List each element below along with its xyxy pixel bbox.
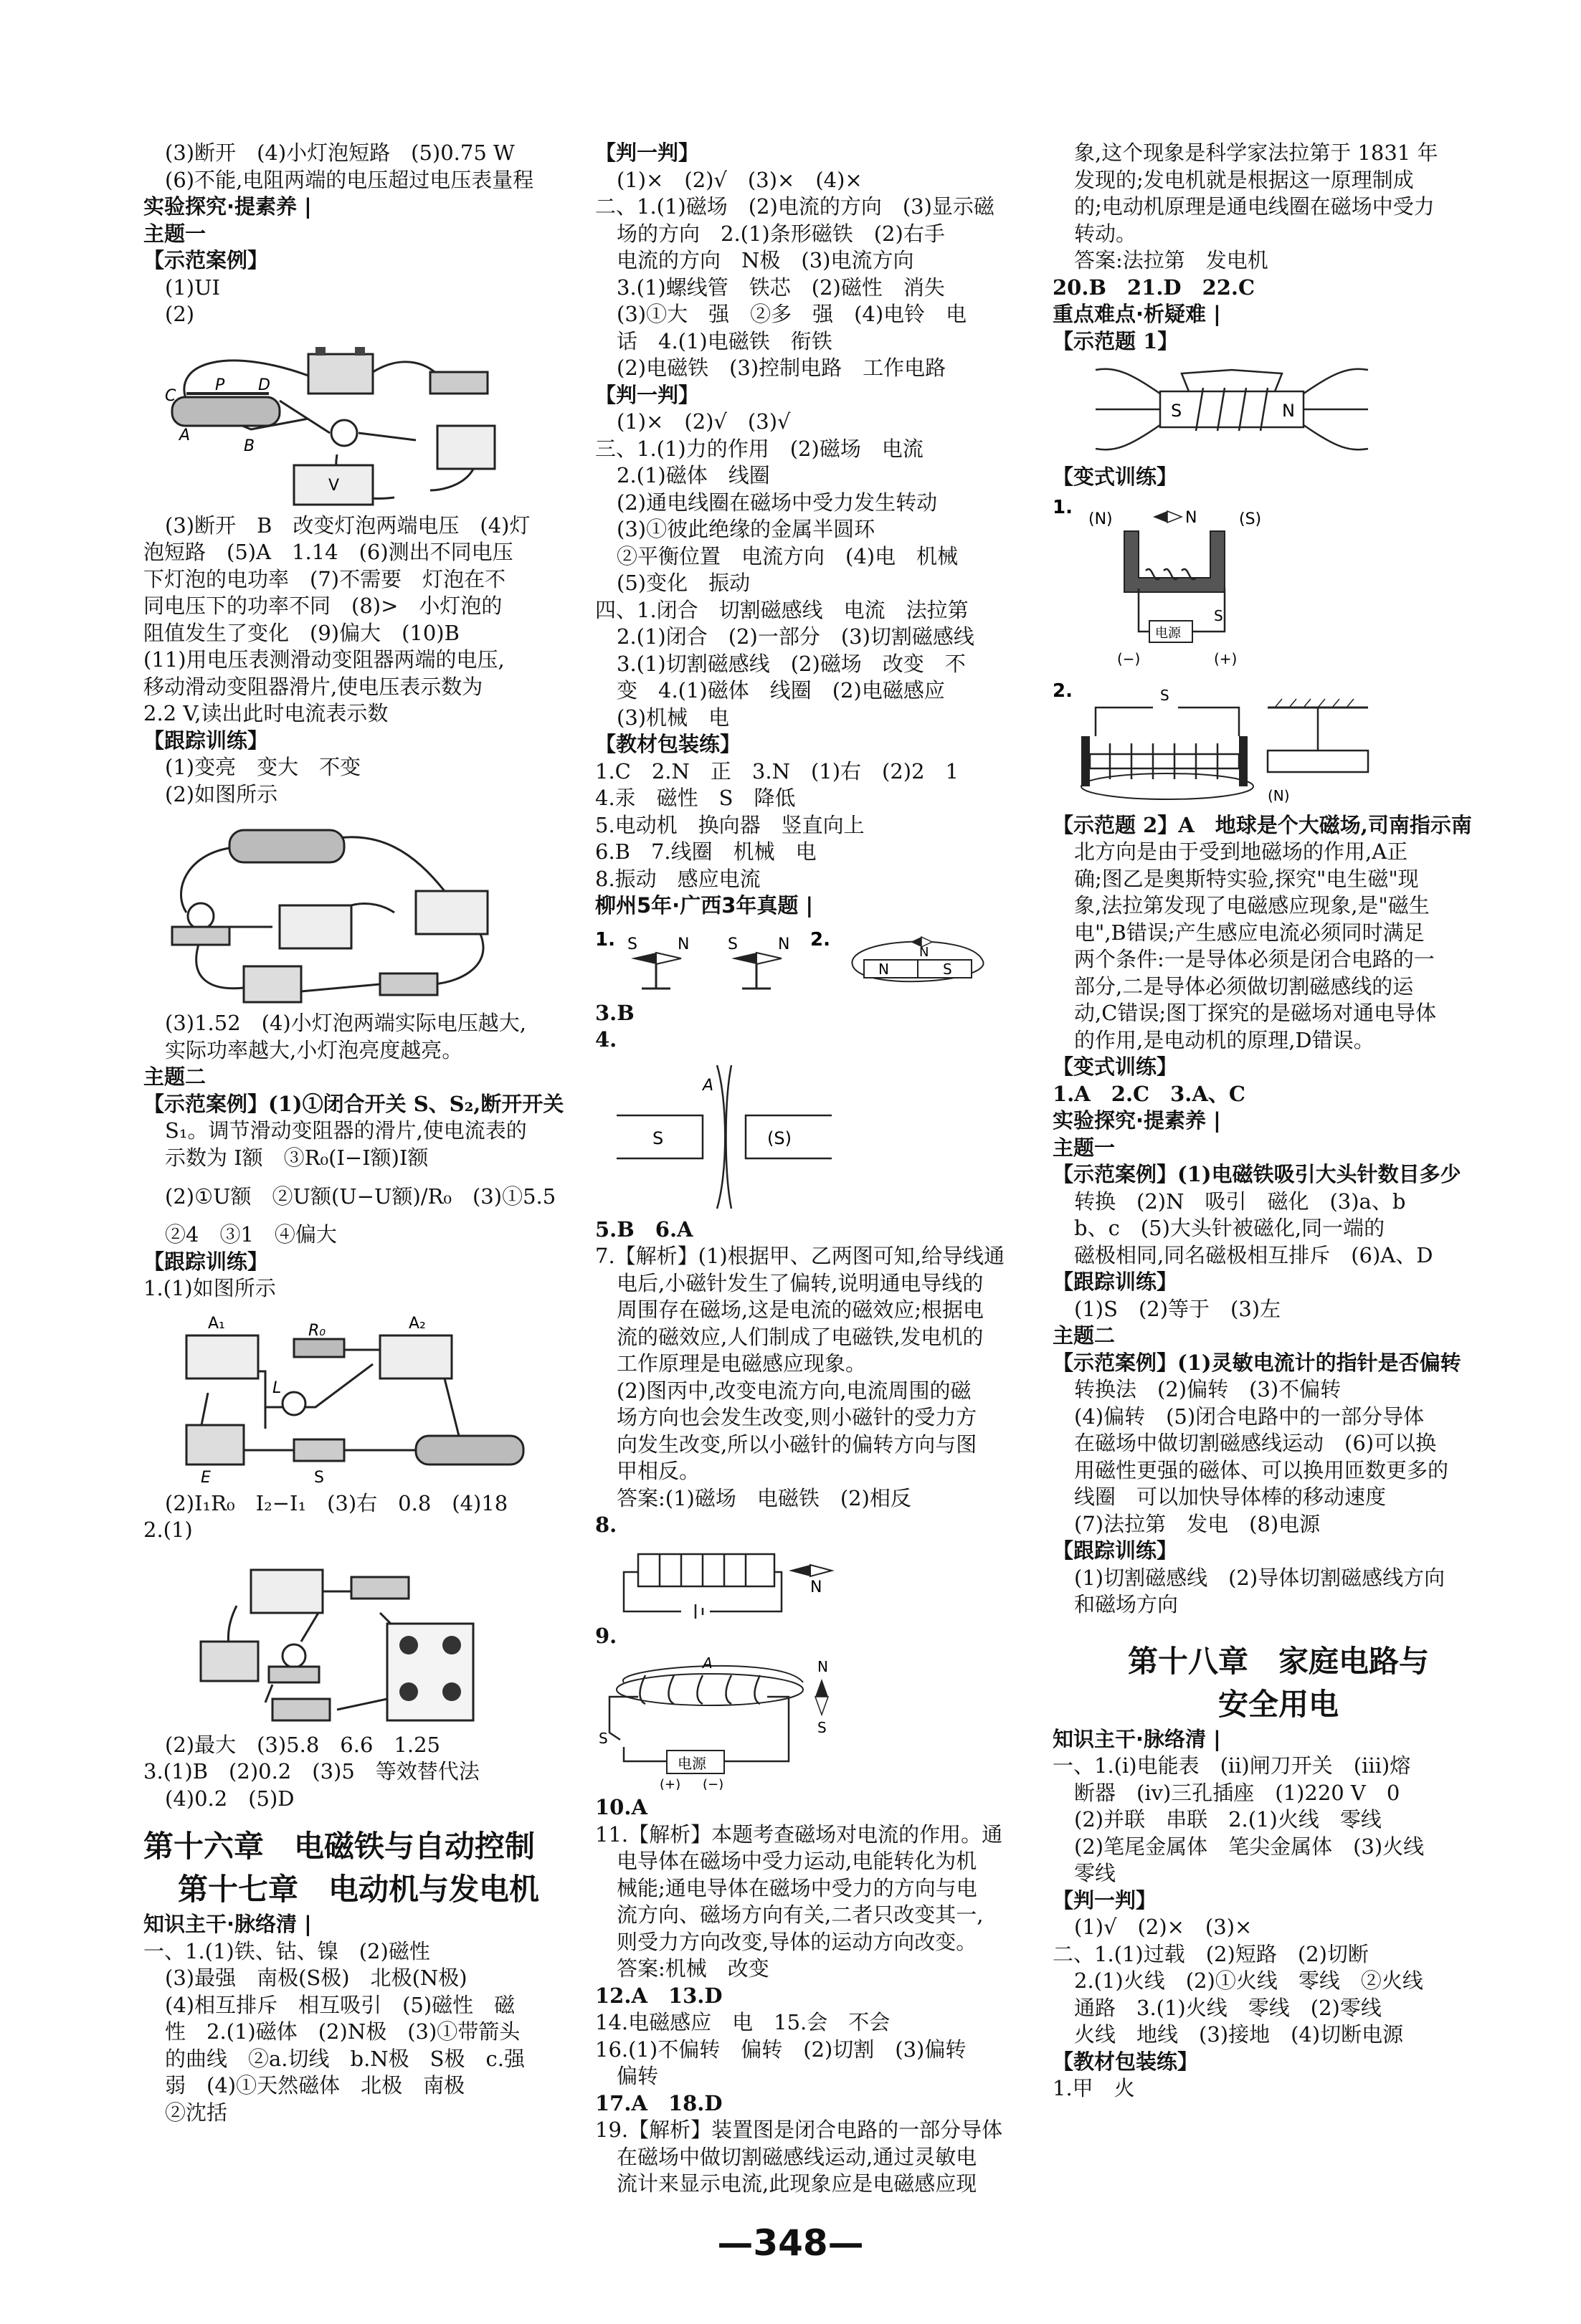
text-line: 线圈 可以加快导体棒的移动速度 xyxy=(1074,1485,1387,1509)
text-line: 场方向也会发生改变,则小磁针的受力方 xyxy=(617,1405,977,1429)
label-c: C xyxy=(165,386,176,405)
label-n: N xyxy=(1185,508,1197,527)
text-line: 【示范题 1】 xyxy=(1053,328,1179,353)
text-line: 电后,小磁针发生了偏转,说明通电导线的 xyxy=(617,1270,984,1295)
solenoid-field-figure xyxy=(1053,359,1483,459)
text-line: 两个条件:一是导体必须是闭合电路的一 xyxy=(1074,947,1435,971)
text-line: 流的磁效应,人们制成了电磁铁,发电机的 xyxy=(617,1324,984,1349)
text-line: 在磁场中做切割磁感线运动 (6)可以换 xyxy=(1074,1431,1437,1455)
text-line: (3)①大 强 ②多 强 (4)电铃 电 xyxy=(617,302,967,326)
text-line: 磁极相同,同名磁极相互排斥 (6)A、D xyxy=(1074,1242,1433,1267)
label-a2: A₂ xyxy=(409,1314,426,1333)
chapter-title: 第十八章 家庭电路与 xyxy=(1127,1643,1429,1679)
section-heading: 知识主干·脉络清 | xyxy=(1053,1726,1221,1751)
section-heading: 实验探究·提素养 | xyxy=(1053,1108,1221,1133)
text-line: (1)切割磁感线 (2)导体切割磁感线方向 xyxy=(1074,1565,1445,1590)
text-line: 和磁场方向 xyxy=(1074,1592,1179,1616)
rheostat-icon xyxy=(416,1436,523,1465)
chapter-title: 第十七章 电动机与发电机 xyxy=(177,1872,539,1907)
text-line: 10.A xyxy=(595,1795,647,1819)
text-line: 6.B 7.线圈 机械 电 xyxy=(595,839,817,864)
text-line: (3)最强 南极(S极) 北极(N极) xyxy=(165,1966,467,1990)
text-line: 泡短路 (5)A 1.14 (6)测出不同电压 xyxy=(143,540,513,564)
battery-icon xyxy=(186,1425,244,1465)
text-line: 【跟踪训练】 xyxy=(1053,1270,1178,1294)
text-line: (3)机械 电 xyxy=(617,705,730,730)
label-a: A xyxy=(179,426,191,444)
text-line: 【示范题 2】A 地球是个大磁场,司南指示南 xyxy=(1053,812,1472,837)
label-s: S xyxy=(1160,686,1169,704)
text-line: 周围存在磁场,这是电流的磁效应;根据电 xyxy=(617,1297,984,1322)
text-line: ②沈括 xyxy=(165,2100,228,2125)
text-line: 弱 (4)①天然磁体 北极 南极 xyxy=(165,2073,465,2097)
circuit-figure-2 xyxy=(143,812,545,1006)
text-line: 16.(1)不偏转 偏转 (2)切割 (3)偏转 xyxy=(595,2037,967,2062)
circuit-figure-1 xyxy=(143,333,545,508)
text-line: 3.B xyxy=(595,1000,635,1025)
text-line: 示数为 I额 ③R₀(I−I额)I额 xyxy=(165,1145,429,1170)
section-heading: 重点难点·析疑难 | xyxy=(1053,302,1221,326)
text-line: (3)断开 B 改变灯泡两端电压 (4)灯 xyxy=(165,513,531,538)
chapter-title: 安全用电 xyxy=(1217,1686,1339,1722)
label-b: B xyxy=(244,437,255,455)
text-line: 实际功率越大,小灯泡亮度越亮。 xyxy=(165,1037,463,1062)
text-line: (1)UI xyxy=(165,275,220,300)
text-line: 话 4.(1)电磁铁 衔铁 xyxy=(617,328,832,353)
text-line: 二、1.(1)过载 (2)短路 (2)切断 xyxy=(1053,1941,1369,1966)
text-line: S₁。调节滑动变阻器的滑片,使电流表的 xyxy=(165,1118,527,1143)
text-line: 【示范案例】(1)①闭合开关 S、S₂,断开开关 xyxy=(143,1091,564,1116)
text-line: 变 4.(1)磁体 线圈 (2)电磁感应 xyxy=(617,678,945,703)
text-line: 【跟踪训练】 xyxy=(1053,1538,1178,1563)
text-line: 5.电动机 换向器 竖直向上 xyxy=(595,812,865,837)
text-line: 甲相反。 xyxy=(617,1459,701,1483)
text-line: 【示范案例】(1)灵敏电流计的指针是否偏转 xyxy=(1053,1350,1461,1375)
text-line: 2.2 V,读出此时电流表示数 xyxy=(143,701,389,725)
text-line: (2) xyxy=(165,302,195,326)
text-line: 1.C 2.N 正 3.N (1)右 (2)2 1 xyxy=(595,758,959,784)
battery-icon xyxy=(308,354,373,394)
text-line: (1)× (2)√ (3)√ xyxy=(617,409,791,434)
text-line: 流计来显示电流,此现象应是电磁感应现 xyxy=(617,2171,977,2196)
label-a1: A₁ xyxy=(208,1314,225,1333)
label-n: N xyxy=(810,1578,822,1596)
label-n: N xyxy=(678,935,690,953)
text-line: (2)①U额 ②U额(U−U额)/R₀ (3)①5.5 xyxy=(165,1184,556,1209)
text-line: (2)I₁R₀ I₂−I₁ (3)右 0.8 (4)18 xyxy=(165,1490,508,1515)
label-a: A xyxy=(703,1654,713,1672)
solenoid-figure-8 xyxy=(595,1543,1025,1619)
text-line: 同电压下的功率不同 (8)> 小灯泡的 xyxy=(143,594,503,618)
label-plus: (+) xyxy=(660,1777,681,1790)
text-line: 下灯泡的电功率 (7)不需要 灯泡在不 xyxy=(143,566,506,591)
label-n: N xyxy=(778,935,790,953)
resistance-box-icon xyxy=(387,1624,473,1720)
bulb-icon xyxy=(331,420,357,446)
voltmeter-icon xyxy=(251,1570,323,1613)
text-line: 4. xyxy=(595,1027,617,1052)
text-line: 工作原理是电磁感应现象。 xyxy=(617,1351,867,1376)
compass-figure xyxy=(595,924,1025,996)
label-s-bracket: (S) xyxy=(767,1128,792,1148)
switch-icon xyxy=(351,1577,409,1599)
section-heading: 知识主干·脉络清 | xyxy=(143,1912,312,1936)
label-s: S xyxy=(943,960,952,978)
label-s: S xyxy=(627,935,637,953)
text-line: 电",B错误;产生感应电流必须同时满足 xyxy=(1074,920,1425,945)
text-line: 部分,二是导体必须做切割磁感线的运 xyxy=(1074,973,1414,999)
text-line: 9. xyxy=(595,1623,617,1648)
text-line: 的作用,是电动机的原理,D错误。 xyxy=(1074,1027,1375,1052)
text-line: (1)√ (2)× (3)× xyxy=(1074,1915,1253,1939)
label-s: S xyxy=(817,1719,827,1736)
text-line: 12.A 13.D xyxy=(595,1983,723,2008)
label-l: L xyxy=(272,1378,282,1397)
text-line: (3)1.52 (4)小灯泡两端实际电压越大, xyxy=(165,1011,526,1035)
text-line: 【教材包装练】 xyxy=(595,732,741,756)
text-line: (2)图丙中,改变电流方向,电流周围的磁 xyxy=(617,1378,972,1403)
label-power: 电源 xyxy=(678,1755,706,1772)
text-line: 【判一判】 xyxy=(595,382,700,407)
rheostat-icon xyxy=(229,830,344,862)
text-line: b、c (5)大头针被磁化,同一端的 xyxy=(1074,1216,1385,1240)
text-line: 1.甲 火 xyxy=(1053,2076,1135,2100)
label-s: S xyxy=(1214,606,1223,624)
text-line: (5)变化 振动 xyxy=(617,571,751,595)
text-line: 移动滑动变阻器滑片,使电压表示数为 xyxy=(143,674,483,699)
text-line: 5.B 6.A xyxy=(595,1216,693,1242)
text-line: (3)断开 (4)小灯泡短路 (5)0.75 W xyxy=(165,141,515,165)
text-line: 答案:(1)磁场 电磁铁 (2)相反 xyxy=(617,1485,911,1510)
label-n-bracket: (N) xyxy=(1268,786,1290,804)
circuit-figure-4 xyxy=(143,1548,545,1728)
text-line: 断器 (ⅳ)三孔插座 (1)220 V 0 xyxy=(1074,1780,1400,1805)
text-line: 1.A 2.C 3.A、C xyxy=(1053,1081,1245,1106)
label-plus: (+) xyxy=(1214,649,1238,667)
text-line: 【跟踪训练】 xyxy=(143,1249,269,1274)
text-line: (7)法拉第 发电 (8)电源 xyxy=(1074,1511,1321,1536)
text-line: 【判一判】 xyxy=(1053,1887,1157,1913)
text-line: 偏转 xyxy=(617,2064,659,2088)
text-line: 的曲线 ②a.切线 b.N极 S极 c.强 xyxy=(165,2046,525,2071)
text-line: 8. xyxy=(595,1513,617,1537)
text-line: 主题二 xyxy=(143,1065,206,1089)
column-middle xyxy=(595,140,1047,2198)
label-p: P xyxy=(215,376,225,394)
text-line: 主题二 xyxy=(1053,1323,1116,1348)
text-line: 转换法 (2)偏转 (3)不偏转 xyxy=(1074,1377,1342,1401)
label-n: N xyxy=(878,960,889,978)
text-line: 阻值发生了变化 (9)偏大 (10)B xyxy=(143,620,460,645)
text-line: 的;电动机原理是通电线圈在磁场中受力 xyxy=(1074,194,1435,219)
switch-icon xyxy=(430,372,488,394)
column-right xyxy=(1053,140,1504,2102)
chapter-title: 第十六章 电磁铁与自动控制 xyxy=(143,1829,536,1864)
label-n: N xyxy=(919,944,929,960)
question-number: 1. xyxy=(1053,496,1073,518)
text-line: 【变式训练】 xyxy=(1053,1054,1178,1079)
text-line: (1)S (2)等于 (3)左 xyxy=(1074,1296,1281,1321)
label-n: N xyxy=(1282,401,1295,421)
text-line: 答案:机械 改变 xyxy=(617,1956,769,1981)
text-line: 火线 地线 (3)接地 (4)切断电源 xyxy=(1074,2022,1404,2047)
label-n: N xyxy=(817,1658,828,1675)
text-line: 转换 (2)N 吸引 磁化 (3)a、b xyxy=(1074,1189,1406,1214)
text-line: 北方向是由于受到地磁场的作用,A正 xyxy=(1074,839,1408,864)
battery-icon xyxy=(201,1642,258,1681)
switch-icon xyxy=(272,1699,330,1720)
text-line: 8.振动 感应电流 xyxy=(595,866,761,891)
label-s: S xyxy=(599,1730,608,1747)
text-line: (6)不能,电阻两端的电压超过电压表量程 xyxy=(165,167,534,192)
text-line: 用磁性更强的磁体、可以换用匝数更多的 xyxy=(1074,1457,1449,1482)
text-line: 电流的方向 N极 (3)电流方向 xyxy=(617,248,914,272)
text-line: 二、1.(1)磁场 (2)电流的方向 (3)显示磁 xyxy=(595,194,994,219)
text-line: (2)如图所示 xyxy=(165,781,278,806)
label-minus: (−) xyxy=(1117,649,1141,667)
ammeter-a2-icon xyxy=(380,1335,452,1378)
label-r0: R₀ xyxy=(308,1321,326,1340)
label-s-bracket: (S) xyxy=(1239,510,1262,528)
text-line: 3.(1)螺线管 铁芯 (2)磁性 消失 xyxy=(617,275,945,300)
label-s: S xyxy=(1171,401,1182,421)
text-line: 3.(1)切割磁感线 (2)磁场 改变 不 xyxy=(617,651,966,676)
text-line: (2)电磁铁 (3)控制电路 工作电路 xyxy=(617,356,946,380)
ammeter-icon xyxy=(437,426,495,469)
text-line: 1.(1)如图所示 xyxy=(143,1276,276,1300)
text-line: 象,这个现象是科学家法拉第于 1831 年 xyxy=(1074,141,1438,165)
text-line: 17.A 18.D xyxy=(595,2090,723,2115)
text-line: (11)用电压表测滑动变阻器两端的电压, xyxy=(143,647,505,672)
label-s: S xyxy=(728,935,738,953)
text-line: 动,C错误;图丁探究的是磁场对通电导体 xyxy=(1074,1001,1437,1025)
text-line: 则受力方向改变,导体的运动方向改变。 xyxy=(617,1929,977,1954)
label-s: S xyxy=(652,1128,664,1148)
solenoid-figure-9 xyxy=(595,1654,1025,1790)
text-line: (2)通电线圈在磁场中受力发生转动 xyxy=(617,490,938,515)
text-line: 主题一 xyxy=(143,221,206,246)
label-v: V xyxy=(328,476,340,495)
text-line: 2.(1)火线 (2)①火线 零线 ②火线 xyxy=(1074,1968,1423,1993)
text-line: 三、1.(1)力的作用 (2)磁场 电流 xyxy=(595,436,924,461)
text-line: 在磁场中做切割磁感线运动,通过灵敏电 xyxy=(617,2144,977,2169)
text-line: 【示范案例】(1)电磁铁吸引大头针数目多少 xyxy=(1053,1162,1461,1186)
text-line: 11.【解析】本题考查磁场对电流的作用。通 xyxy=(595,1821,1003,1847)
text-line: 主题一 xyxy=(1053,1135,1116,1160)
text-line: (3)①彼此绝缘的金属半圆环 xyxy=(617,517,875,541)
text-line: 流方向、磁场方向有关,二者只改变其一, xyxy=(617,1902,984,1927)
text-line: (2)最大 (3)5.8 6.6 1.25 xyxy=(165,1732,440,1757)
bulb-icon xyxy=(283,1392,305,1415)
text-line: 转动。 xyxy=(1074,221,1137,246)
text-line: (4)相互排斥 相互吸引 (5)磁性 磁 xyxy=(165,1992,516,2017)
text-line: 性 2.(1)磁体 (2)N极 (3)①带箭头 xyxy=(165,2019,521,2044)
label-d: D xyxy=(258,376,270,394)
magnet-field-figure xyxy=(595,1058,1025,1212)
text-line: 【判一判】 xyxy=(595,141,700,165)
text-line: 确;图乙是奥斯特实验,探究"电生磁"现 xyxy=(1074,866,1419,891)
switch-icon xyxy=(380,973,437,995)
question-number: 2. xyxy=(1053,680,1073,702)
text-line: 一、1.(ⅰ)电能表 (ⅱ)闸刀开关 (ⅲ)熔 xyxy=(1053,1753,1411,1778)
text-line: 一、1.(1)铁、钴、镍 (2)磁性 xyxy=(143,1938,430,1963)
page-number: —348— xyxy=(717,2222,864,2264)
text-line: ②平衡位置 电流方向 (4)电 机械 xyxy=(617,543,959,568)
text-line: 2.(1)闭合 (2)一部分 (3)切割磁感线 xyxy=(617,624,974,649)
circuit-figure-3 xyxy=(143,1307,545,1486)
text-line: 向发生改变,所以小磁针的偏转方向与图 xyxy=(617,1432,977,1457)
label-power: 电源 xyxy=(1155,625,1181,641)
voltmeter-icon xyxy=(280,905,351,948)
text-line: 7.【解析】(1)根据甲、乙两图可知,给导线通 xyxy=(595,1244,1005,1268)
solenoid-figure-2 xyxy=(1053,679,1483,808)
text-line: ②4 ③1 ④偏大 xyxy=(165,1222,337,1247)
text-line: 四、1.闭合 切割磁感线 电流 法拉第 xyxy=(595,597,969,622)
battery-icon xyxy=(244,966,301,1002)
text-line: 【示范案例】 xyxy=(143,248,269,272)
label-s: S xyxy=(314,1468,324,1486)
text-line: (2)并联 串联 2.(1)火线 零线 xyxy=(1074,1807,1382,1832)
rheostat-icon xyxy=(172,397,280,426)
text-line: 【变式训练】 xyxy=(1053,465,1178,489)
label-a: A xyxy=(703,1076,714,1095)
text-line: 零线 xyxy=(1074,1861,1116,1885)
section-heading: 实验探究·提素养 | xyxy=(143,194,312,219)
text-line: 2.(1)磁体 线圈 xyxy=(617,463,770,487)
text-line: (2)笔尾金属体 笔尖金属体 (3)火线 xyxy=(1074,1834,1425,1859)
question-number: 2. xyxy=(810,928,830,951)
label-e: E xyxy=(201,1468,211,1486)
text-line: 2.(1) xyxy=(143,1518,193,1542)
label-minus: (−) xyxy=(703,1777,724,1790)
text-line: 4.汞 磁性 S 降低 xyxy=(595,786,796,810)
text-line: 发现的;发电机就是根据这一原理制成 xyxy=(1074,167,1414,192)
resistor-icon xyxy=(294,1339,344,1357)
text-line: 19.【解析】装置图是闭合电路的一部分导体 xyxy=(595,2118,1003,2142)
text-line: (4)0.2 (5)D xyxy=(165,1786,295,1811)
electromagnet-figure xyxy=(1053,495,1483,675)
text-line: 答案:法拉第 发电机 xyxy=(1074,248,1268,272)
ammeter-a1-icon xyxy=(186,1335,258,1378)
switch-icon xyxy=(294,1439,344,1461)
text-line: 3.(1)B (2)0.2 (3)5 等效替代法 xyxy=(143,1759,480,1784)
text-line: 场的方向 2.(1)条形磁铁 (2)右手 xyxy=(617,221,945,246)
section-heading: 柳州5年·广西3年真题 | xyxy=(595,893,814,918)
ammeter-icon xyxy=(416,891,488,934)
text-line: (1)变亮 变大 不变 xyxy=(165,755,361,779)
text-line: (4)偏转 (5)闭合电路中的一部分导体 xyxy=(1074,1404,1425,1429)
text-line: 14.电磁感应 电 15.会 不会 xyxy=(595,2010,891,2034)
bulb-icon xyxy=(188,903,214,929)
question-number: 1. xyxy=(595,928,615,951)
bulb-icon xyxy=(283,1644,305,1667)
label-n-bracket: (N) xyxy=(1088,510,1113,528)
column-left xyxy=(143,140,574,2126)
text-line: 电导体在磁场中受力运动,电能转化为机 xyxy=(617,1849,977,1873)
text-line: 械能;通电导体在磁场中受力的方向与电 xyxy=(617,1875,977,1900)
text-line: 【教材包装练】 xyxy=(1053,2049,1199,2074)
text-line: 通路 3.(1)火线 零线 (2)零线 xyxy=(1074,1995,1382,2020)
text-line: 象,法拉第发现了电磁感应现象,是"磁生 xyxy=(1074,893,1430,918)
text-line: 20.B 21.D 22.C xyxy=(1053,275,1255,300)
text-line: (1)× (2)√ (3)× (4)× xyxy=(617,167,863,192)
text-line: 【跟踪训练】 xyxy=(143,728,269,753)
